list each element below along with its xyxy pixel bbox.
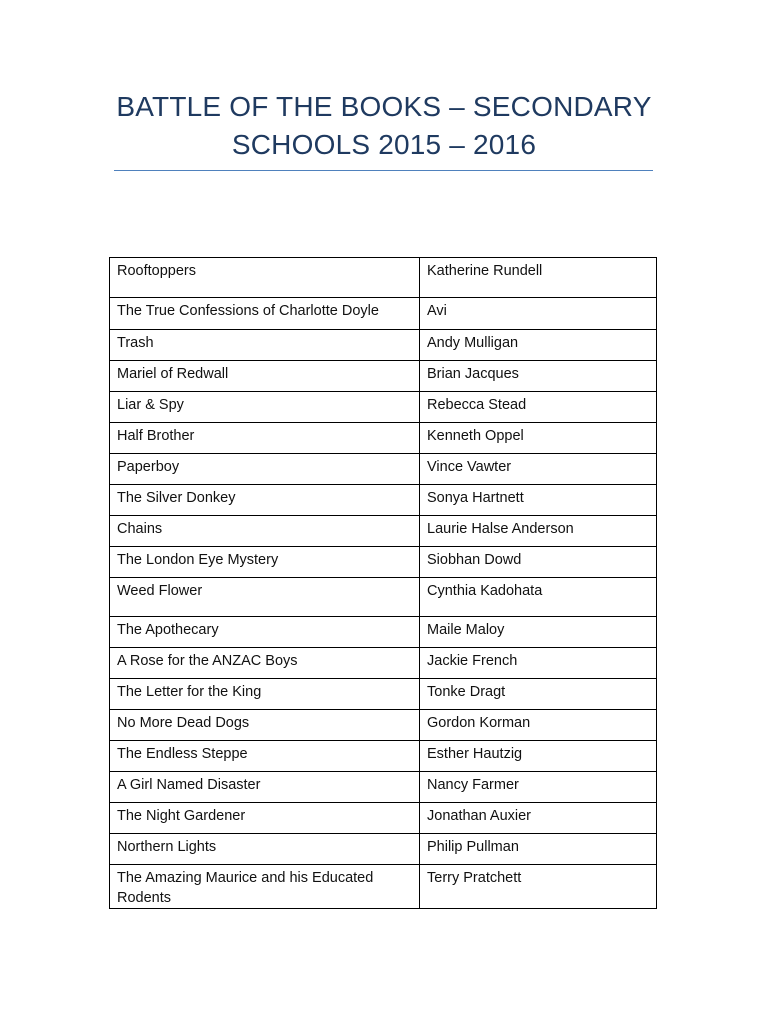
book-list-table — [109, 257, 657, 909]
title-underline — [114, 170, 653, 171]
title-line-1: BATTLE OF THE BOOKS – SECONDARY — [116, 91, 652, 122]
book-author: Jackie French — [420, 648, 657, 679]
book-author: Cynthia Kadohata — [420, 578, 657, 617]
book-author: Philip Pullman — [420, 834, 657, 865]
table-row — [110, 617, 657, 648]
book-author: Avi — [420, 298, 657, 330]
table-row — [110, 361, 657, 392]
table-row — [110, 516, 657, 547]
book-title: Paperboy — [110, 454, 420, 485]
table-row — [110, 803, 657, 834]
table-row — [110, 834, 657, 865]
page-title — [0, 88, 768, 164]
book-author: Vince Vawter — [420, 454, 657, 485]
book-title: Northern Lights — [110, 834, 420, 865]
table-row — [110, 547, 657, 578]
book-author: Katherine Rundell — [420, 258, 657, 298]
book-author: Esther Hautzig — [420, 741, 657, 772]
book-title: Half Brother — [110, 423, 420, 454]
table-row — [110, 330, 657, 361]
book-title: Rooftoppers — [110, 258, 420, 298]
book-title: A Rose for the ANZAC Boys — [110, 648, 420, 679]
book-title: The Night Gardener — [110, 803, 420, 834]
book-title: Trash — [110, 330, 420, 361]
table-row — [110, 298, 657, 330]
table-row — [110, 258, 657, 298]
table-row — [110, 648, 657, 679]
book-title: The London Eye Mystery — [110, 547, 420, 578]
book-title: The Endless Steppe — [110, 741, 420, 772]
book-title: No More Dead Dogs — [110, 710, 420, 741]
table-row — [110, 392, 657, 423]
book-author: Tonke Dragt — [420, 679, 657, 710]
book-author: Laurie Halse Anderson — [420, 516, 657, 547]
book-author: Rebecca Stead — [420, 392, 657, 423]
table-row — [110, 578, 657, 617]
book-author: Jonathan Auxier — [420, 803, 657, 834]
table-row — [110, 454, 657, 485]
book-title: Weed Flower — [110, 578, 420, 617]
book-title: The Letter for the King — [110, 679, 420, 710]
table-row — [110, 772, 657, 803]
table-row — [110, 485, 657, 516]
book-author: Nancy Farmer — [420, 772, 657, 803]
book-title: The Apothecary — [110, 617, 420, 648]
title-line-2: SCHOOLS 2015 – 2016 — [231, 129, 537, 160]
book-author: Gordon Korman — [420, 710, 657, 741]
book-title: Mariel of Redwall — [110, 361, 420, 392]
book-title: The Silver Donkey — [110, 485, 420, 516]
book-author: Andy Mulligan — [420, 330, 657, 361]
table-row — [110, 679, 657, 710]
table-row — [110, 741, 657, 772]
table-row — [110, 423, 657, 454]
book-author: Terry Pratchett — [420, 865, 657, 909]
book-title: Chains — [110, 516, 420, 547]
book-author: Sonya Hartnett — [420, 485, 657, 516]
book-title: Liar & Spy — [110, 392, 420, 423]
book-author: Maile Maloy — [420, 617, 657, 648]
book-title: A Girl Named Disaster — [110, 772, 420, 803]
book-title: The True Confessions of Charlotte Doyle — [110, 298, 420, 330]
book-title: The Amazing Maurice and his Educated Rodents — [110, 865, 420, 909]
book-author: Siobhan Dowd — [420, 547, 657, 578]
table-row — [110, 865, 657, 909]
book-author: Brian Jacques — [420, 361, 657, 392]
table-row — [110, 710, 657, 741]
book-author: Kenneth Oppel — [420, 423, 657, 454]
